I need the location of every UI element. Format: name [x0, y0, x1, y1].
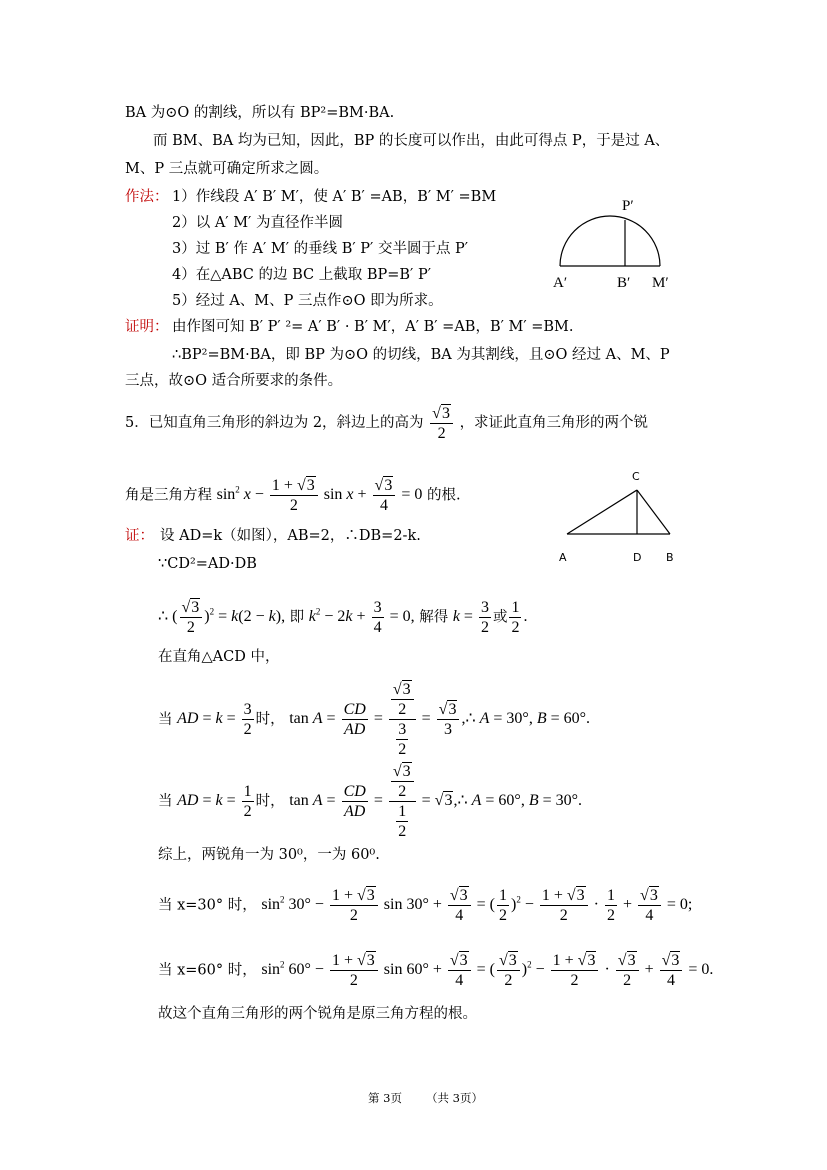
text-line: 三点，故⊙O 适合所要求的条件。: [125, 373, 343, 389]
text-run: 即: [289, 609, 305, 626]
text-run: 的根.: [426, 487, 461, 504]
text-run: 当: [158, 793, 173, 810]
text-line: BA 为⊙O 的割线，所以有 BP²=BM·BA.: [125, 105, 395, 121]
step-line: 5）经过 A、M、P 三点作⊙O 即为所求。: [172, 293, 443, 309]
text-run: 5．已知直角三角形的斜边为 2，斜边上的高为: [125, 415, 424, 431]
text-run: 时，: [255, 793, 285, 810]
text-run: 解得: [419, 609, 449, 626]
point-label-a: A: [559, 551, 567, 564]
step-line: 1）作线段 A′ B′ M′，使 A′ B′ =AB，B′ M′ =BM: [172, 189, 497, 205]
point-label-b: B′: [617, 275, 631, 291]
text-line: 在直角△ACD 中，: [158, 649, 280, 665]
text-run: 或: [492, 609, 508, 626]
point-label-m: M′: [652, 275, 669, 291]
text-run: ，求证此直角三角形的两个锐: [459, 415, 649, 431]
text-run: 当 x=60° 时，: [158, 962, 257, 979]
text-run: 时，: [255, 711, 285, 728]
text-line: 设 AD=k（如图），AB=2，∴DB=2-k.: [160, 528, 421, 544]
step-line: 2）以 A′ M′ 为直径作半圆: [172, 215, 343, 231]
equation: $\sin^2 x$ − $\frac{1 + √3}{2}$ sin x + $\frac{√3}{4}$ = 0: [216, 477, 423, 515]
step-line: 3）过 B′ 作 A′ M′ 的垂线 B′ P′ 交半圆于点 P′: [172, 241, 469, 257]
point-label-d: D: [633, 551, 642, 564]
case-3-2-line: 当 AD = k = $\frac{3}{2}$ 时， tan A = $\frac{CD}{AD}$ = $\frac{\frac{√3}{2}}{\frac{3}{2}}$ = $\frac{√3}{3}$ ,∴ A = 30°, B = 60°.: [158, 681, 591, 758]
text-run: 角是三角方程: [125, 487, 212, 504]
semicircle-figure: [555, 200, 665, 270]
check-30-line: 当 x=30° 时， $\sin^2 30^\circ$ − $\frac{1 + √3}{2}$ sin 30° + $\frac{√3}{4}$ = ( $\frac{1}{2}$ )$^2$ − $\frac{1 + √3}{2}$ · $\frac{1}{2}$ + $\frac{√3}{4}$ = 0;: [158, 887, 693, 925]
point-label-a: A′: [553, 275, 568, 291]
proof-label: 证明：: [125, 319, 169, 335]
point-label-c: C: [632, 470, 640, 483]
text-line: ∵CD²=AD·DB: [158, 556, 257, 572]
text-run: 当 x=30° 时，: [158, 897, 257, 914]
text-line: 由作图可知 B′ P′ ²= A′ B′ · B′ M′，A′ B′ =AB，B′ M′ =BM.: [172, 319, 574, 335]
text-run: 当: [158, 711, 173, 728]
point-label-b: B: [666, 551, 674, 564]
text-line: M、P 三点就可确定所求之圆。: [125, 161, 329, 177]
fraction-sqrt3-over-2: $\frac{√3}{2}$: [430, 404, 453, 443]
step-line: 4）在△ABC 的边 BC 上截取 BP=B′ P′: [172, 267, 431, 283]
page-total: （共 3页）: [426, 1091, 483, 1105]
text-line: 而 BM、BA 均为已知，因此，BP 的长度可以作出，由此可得点 P，于是过 A、: [153, 133, 670, 149]
question-5-line1: [125, 403, 648, 443]
equation-line: ∴ ( $\frac{√3}{2}$ )$^2$ = k(2 − k), 即 $k^2 - 2k$ + $\frac{3}{4}$ = 0, 解得 k = $\frac{3}{2}$ 或 $\frac{1}{2}$ .: [158, 599, 528, 637]
triangle-figure: [565, 488, 673, 538]
solution-label: 证：: [125, 528, 154, 544]
text-line: ∴BP²=BM·BA，即 BP 为⊙O 的切线，BA 为其割线，且⊙O 经过 A、M、P: [172, 347, 670, 363]
question-5-line2: [125, 470, 461, 515]
page-number: 第 3页: [368, 1091, 402, 1105]
check-60-line: 当 x=60° 时， $\sin^2 60^\circ$ − $\frac{1 + √3}{2}$ sin 60° + $\frac{√3}{4}$ = ( $\frac{√3}{2}$ )$^2$ − $\frac{1 + √3}{2}$ · $\frac{√3}{2}$ + $\frac{√3}{4}$ = 0.: [158, 952, 714, 990]
method-label: 作法：: [125, 189, 169, 205]
case-1-2-line: 当 AD = k = $\frac{1}{2}$ 时， tan A = $\frac{CD}{AD}$ = $\frac{\frac{√3}{2}}{\frac{1}{2}}$ = √3,∴ A = 60°, B = 30°.: [158, 763, 583, 840]
conclusion-line: 故这个直角三角形的两个锐角是原三角方程的根。: [158, 1006, 477, 1022]
text-line: 综上，两锐角一为 30⁰，一为 60⁰.: [158, 847, 380, 863]
point-label-p: P′: [622, 198, 634, 214]
